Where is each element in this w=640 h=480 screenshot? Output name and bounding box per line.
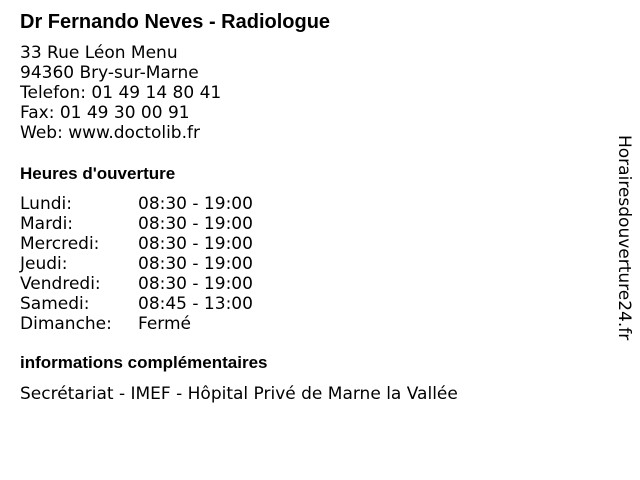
- contact-block: [20, 43, 221, 143]
- fax-number: Fax: 01 49 30 00 91: [20, 103, 190, 123]
- time-value: 08:30 - 19:00: [138, 234, 253, 254]
- time-value: 08:45 - 13:00: [138, 294, 253, 314]
- time-value: Fermé: [138, 314, 192, 334]
- day-label: Lundi:: [20, 194, 72, 214]
- time-value: 08:30 - 19:00: [138, 254, 253, 274]
- time-value: 08:30 - 19:00: [138, 194, 253, 214]
- time-value: 08:30 - 19:00: [138, 274, 253, 294]
- day-label: Samedi:: [20, 294, 90, 314]
- hours-heading: Heures d'ouverture: [20, 164, 176, 183]
- page-title: Dr Fernando Neves - Radiologue: [20, 11, 331, 33]
- phone-number: Telefon: 01 49 14 80 41: [20, 83, 222, 103]
- day-label: Mercredi:: [20, 234, 100, 254]
- day-label: Jeudi:: [20, 254, 68, 274]
- address-city: 94360 Bry-sur-Marne: [20, 63, 199, 83]
- info-heading: informations complémentaires: [20, 353, 268, 372]
- info-text: Secrétariat - IMEF - Hôpital Privé de Marne la Vallée: [20, 384, 458, 404]
- time-value: 08:30 - 19:00: [138, 214, 253, 234]
- day-label: Dimanche:: [20, 314, 112, 334]
- day-label: Mardi:: [20, 214, 74, 234]
- brand-watermark: Horairesdouverture24.fr: [614, 135, 634, 341]
- website: Web: www.doctolib.fr: [20, 123, 200, 143]
- address-street: 33 Rue Léon Menu: [20, 43, 178, 63]
- day-label: Vendredi:: [20, 274, 101, 294]
